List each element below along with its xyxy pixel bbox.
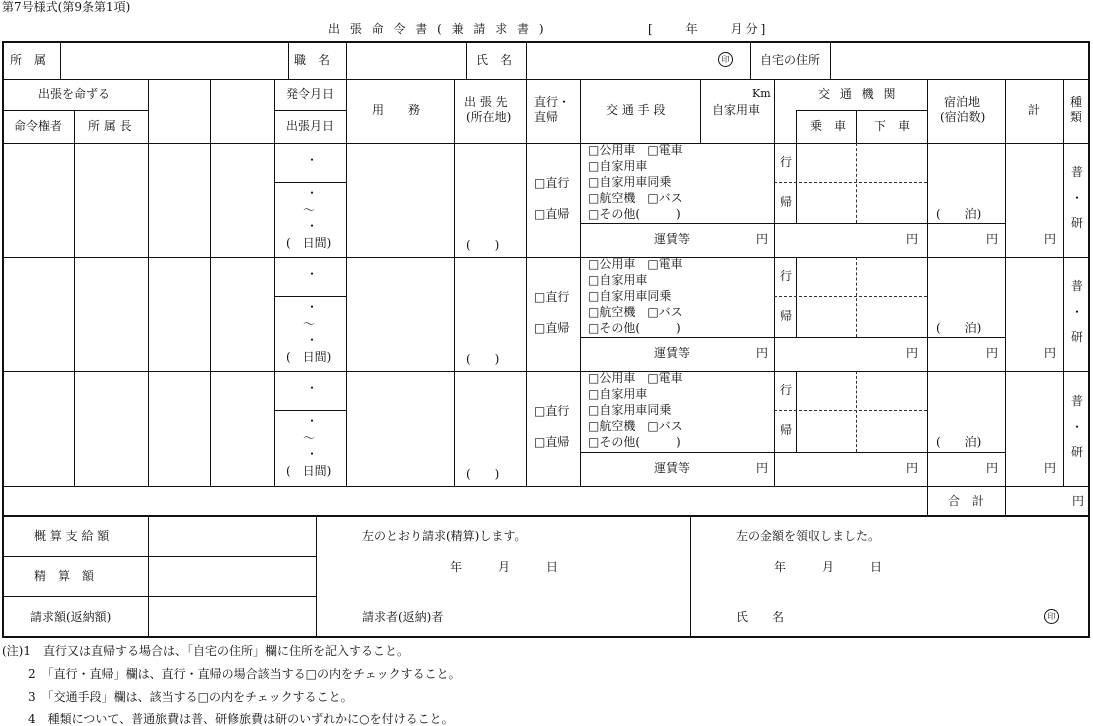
transport-options[interactable]: □航空機 □バス bbox=[588, 191, 683, 205]
checkbox-direct-return[interactable]: □直帰 bbox=[534, 435, 570, 449]
label-position: 職 名 bbox=[294, 53, 331, 67]
col-total: 計 bbox=[1028, 103, 1041, 117]
transit-return: 帰 bbox=[780, 195, 793, 209]
transport-options[interactable]: □自家用車 bbox=[588, 387, 648, 401]
kind-dot: ・ bbox=[1071, 420, 1084, 434]
label-claim: 請求額(返納額) bbox=[30, 610, 112, 624]
label-affiliation: 所 属 bbox=[10, 53, 47, 67]
trip-date-tilde: 〜 bbox=[303, 317, 316, 331]
transport-options[interactable]: □航空機 □バス bbox=[588, 305, 683, 319]
trip-days: ( 日間) bbox=[286, 236, 332, 250]
transport-options[interactable]: □自家用車 bbox=[588, 273, 648, 287]
fare-yen: 円 bbox=[756, 232, 769, 246]
transport-options[interactable]: □自家用車同乗 bbox=[588, 289, 672, 303]
total-yen: 円 bbox=[1044, 232, 1057, 246]
duties-cell[interactable] bbox=[347, 258, 454, 370]
issue-date-dot: ・ bbox=[306, 267, 319, 281]
kind-training[interactable]: 研 bbox=[1071, 445, 1084, 459]
kind-training[interactable]: 研 bbox=[1071, 216, 1084, 230]
transit-go: 行 bbox=[780, 269, 793, 283]
destination-paren: ( ) bbox=[466, 238, 500, 252]
claim-statement: 左のとおり請求(精算)します。 bbox=[362, 529, 527, 543]
fare-yen: 円 bbox=[756, 461, 769, 475]
col-transport: 交 通 手 段 bbox=[606, 103, 666, 117]
col-private-car: 自家用車 bbox=[712, 103, 761, 117]
trip-date-dot: ・ bbox=[306, 333, 319, 347]
col-direct-sub: 直帰 bbox=[534, 110, 559, 124]
form-title: 出 張 命 令 書 ( 兼 請 求 書 ) bbox=[328, 22, 547, 36]
col-boarding: 乗 車 bbox=[810, 119, 847, 133]
label-name: 氏 名 bbox=[476, 53, 513, 67]
transport-options[interactable]: □自家用車同乗 bbox=[588, 175, 672, 189]
trip-date-dot: ・ bbox=[306, 447, 319, 461]
kind-dot: ・ bbox=[1071, 305, 1084, 319]
lodging-nights: ( 泊) bbox=[936, 207, 982, 221]
trip-date-dot: ・ bbox=[306, 300, 319, 314]
trip-days: ( 日間) bbox=[286, 350, 332, 364]
col-lodging: 宿泊地 bbox=[944, 95, 981, 109]
claim-date[interactable]: 年 月 日 bbox=[450, 560, 559, 574]
transit-go: 行 bbox=[780, 383, 793, 397]
trip-days: ( 日間) bbox=[286, 464, 332, 478]
label-settled: 精 算 額 bbox=[34, 569, 95, 583]
transit-yen: 円 bbox=[906, 232, 919, 246]
trip-date-dot: ・ bbox=[306, 186, 319, 200]
seal-icon: 印 bbox=[1044, 608, 1059, 624]
destination-paren: ( ) bbox=[466, 352, 500, 366]
kind-regular[interactable]: 普 bbox=[1071, 165, 1084, 179]
transit-go: 行 bbox=[780, 155, 793, 169]
lodging-nights: ( 泊) bbox=[936, 321, 982, 335]
col-destination-sub: (所在地) bbox=[466, 110, 512, 124]
checkbox-direct-go[interactable]: □直行 bbox=[534, 176, 570, 190]
order-authority-cell[interactable] bbox=[3, 144, 74, 256]
checkbox-direct-go[interactable]: □直行 bbox=[534, 290, 570, 304]
destination-paren: ( ) bbox=[466, 467, 500, 481]
checkbox-direct-return[interactable]: □直帰 bbox=[534, 321, 570, 335]
lodging-yen: 円 bbox=[986, 232, 999, 246]
transport-options[interactable]: □自家用車 bbox=[588, 159, 648, 173]
transport-options[interactable]: □公用車 □電車 bbox=[588, 143, 683, 157]
transport-options[interactable]: □その他( ) bbox=[588, 321, 681, 335]
grand-total-label: 合 計 bbox=[948, 494, 985, 508]
col-order-authority: 命令権者 bbox=[14, 119, 63, 133]
total-yen: 円 bbox=[1044, 346, 1057, 360]
claim-amount-field[interactable] bbox=[149, 597, 316, 636]
fare-label: 運賃等 bbox=[654, 232, 691, 246]
col-destination: 出 張 先 bbox=[464, 95, 508, 109]
seal-icon: 印 bbox=[718, 51, 733, 67]
advance-amount-field[interactable] bbox=[149, 517, 316, 556]
fare-label: 運賃等 bbox=[654, 461, 691, 475]
note-1: (注)1 直行又は直帰する場合は、「自宅の住所」欄に住所を記入すること。 bbox=[2, 644, 410, 658]
fare-yen: 円 bbox=[756, 346, 769, 360]
lodging-yen: 円 bbox=[986, 461, 999, 475]
affiliation-field[interactable] bbox=[61, 42, 288, 78]
form-label: 第7号様式(第9条第1項) bbox=[2, 0, 131, 14]
col-kind-sub: 類 bbox=[1070, 110, 1083, 124]
name-field[interactable] bbox=[527, 42, 749, 78]
trip-date-dot: ・ bbox=[306, 219, 319, 233]
checkbox-direct-return[interactable]: □直帰 bbox=[534, 207, 570, 221]
transport-options[interactable]: □航空機 □バス bbox=[588, 419, 683, 433]
fare-label: 運賃等 bbox=[654, 346, 691, 360]
transit-yen: 円 bbox=[906, 346, 919, 360]
lodging-yen: 円 bbox=[986, 346, 999, 360]
duties-cell[interactable] bbox=[347, 372, 454, 485]
note-3: 3 「交通手段」欄は、該当する□の内をチェックすること。 bbox=[28, 690, 353, 704]
label-advance: 概 算 支 給 額 bbox=[34, 529, 110, 543]
issue-date-dot: ・ bbox=[306, 153, 319, 167]
claimant-label: 請求者(返納)者 bbox=[362, 610, 444, 624]
note-2: 2 「直行・直帰」欄は、直行・直帰の場合該当する□の内をチェックすること。 bbox=[28, 667, 461, 681]
trip-date-dot: ・ bbox=[306, 414, 319, 428]
month-field[interactable]: [ 年 月分] bbox=[648, 22, 769, 36]
kind-dot: ・ bbox=[1071, 191, 1084, 205]
label-home-address: 自宅の住所 bbox=[760, 53, 821, 67]
department-head-cell[interactable] bbox=[75, 372, 148, 485]
col-transit: 交 通 機 関 bbox=[818, 87, 899, 101]
col-department-head: 所 属 長 bbox=[88, 119, 132, 133]
trip-date-tilde: 〜 bbox=[303, 203, 316, 217]
received-date[interactable]: 年 月 日 bbox=[774, 560, 883, 574]
home-address-field[interactable] bbox=[831, 42, 1086, 78]
duties-cell[interactable] bbox=[347, 144, 454, 256]
department-head-cell[interactable] bbox=[75, 144, 148, 256]
transport-options[interactable]: □公用車 □電車 bbox=[588, 371, 683, 385]
transit-yen: 円 bbox=[906, 461, 919, 475]
col-direct: 直行・ bbox=[534, 95, 571, 109]
order-authority-cell[interactable] bbox=[3, 372, 74, 485]
position-field[interactable] bbox=[347, 42, 465, 78]
transport-options[interactable]: □自家用車同乗 bbox=[588, 403, 672, 417]
transit-return: 帰 bbox=[780, 423, 793, 437]
trip-date-tilde: 〜 bbox=[303, 431, 316, 445]
kind-regular[interactable]: 普 bbox=[1071, 394, 1084, 408]
transport-options[interactable]: □その他( ) bbox=[588, 207, 681, 221]
received-name-label: 氏 名 bbox=[736, 610, 785, 624]
total-yen: 円 bbox=[1044, 461, 1057, 475]
received-statement: 左の金額を領収しました。 bbox=[736, 529, 881, 543]
transit-return: 帰 bbox=[780, 309, 793, 323]
issue-date-dot: ・ bbox=[306, 381, 319, 395]
col-km: Km bbox=[752, 87, 771, 100]
col-alighting: 下 車 bbox=[874, 119, 911, 133]
transport-options[interactable]: □その他( ) bbox=[588, 435, 681, 449]
order-authority-cell[interactable] bbox=[3, 258, 74, 370]
col-duties: 用 務 bbox=[372, 103, 421, 117]
col-issue-date: 発令月日 bbox=[286, 87, 335, 101]
col-kind: 種 bbox=[1070, 95, 1083, 109]
checkbox-direct-go[interactable]: □直行 bbox=[534, 404, 570, 418]
settled-amount-field[interactable] bbox=[149, 557, 316, 596]
transport-options[interactable]: □公用車 □電車 bbox=[588, 257, 683, 271]
col-lodging-sub: (宿泊数) bbox=[940, 110, 986, 124]
lodging-nights: ( 泊) bbox=[936, 435, 982, 449]
note-4: 4 種類について、普通旅費は普、研修旅費は研のいずれかに○を付けること。 bbox=[28, 712, 454, 726]
grand-total-yen: 円 bbox=[1072, 494, 1085, 508]
kind-training[interactable]: 研 bbox=[1071, 330, 1084, 344]
col-trip-date: 出張月日 bbox=[286, 119, 335, 133]
department-head-cell[interactable] bbox=[75, 258, 148, 370]
kind-regular[interactable]: 普 bbox=[1071, 279, 1084, 293]
col-order-issuer: 出張を命ずる bbox=[38, 87, 111, 101]
